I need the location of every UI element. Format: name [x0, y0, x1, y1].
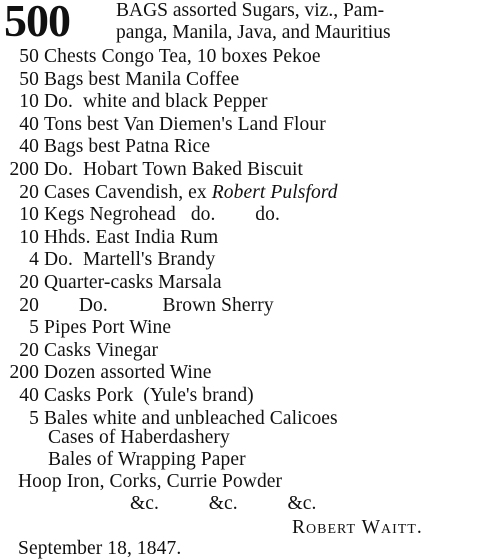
item-description: Cases Cavendish, ex — [44, 181, 212, 203]
item-quantity: 10 — [19, 226, 39, 248]
item-row — [2, 340, 158, 362]
item-quantity: 40 — [19, 136, 39, 158]
item-quantity: 10 — [19, 204, 39, 226]
item-quantity: 20 — [19, 339, 39, 361]
item-description: Bales white and unbleached Calicoes — [44, 407, 338, 429]
item-quantity: 50 — [19, 68, 39, 90]
item-description: Kegs Negrohead do. do. — [44, 204, 280, 226]
signature: Robert Waitt. — [292, 517, 423, 538]
item-quantity: 40 — [19, 113, 39, 135]
item-description: Dozen assorted Wine — [44, 362, 212, 384]
date-line: September 18, 1847. — [18, 538, 182, 559]
item-quantity: 5 — [29, 407, 39, 429]
item-row — [2, 91, 268, 113]
item-description: Pipes Port Wine — [44, 317, 172, 339]
item-row — [2, 249, 215, 271]
item-quantity: 20 — [19, 181, 39, 203]
item-row — [2, 159, 303, 181]
item-quantity: 4 — [29, 249, 39, 271]
lead-line-1: BAGS assorted Sugars, viz., Pam- — [116, 0, 385, 21]
item-quantity: 5 — [29, 317, 39, 339]
item-row — [2, 46, 321, 68]
item-quantity: 200 — [9, 159, 39, 180]
item-description: Casks Vinegar — [44, 339, 159, 361]
extra-line-wrapping-paper: Bales of Wrapping Paper — [48, 449, 246, 470]
item-row — [2, 272, 222, 294]
item-quantity: 20 — [19, 272, 39, 293]
lead-line-2: panga, Manila, Java, and Mauritius — [116, 22, 391, 43]
hoop-iron-line: Hoop Iron, Corks, Currie Powder — [18, 471, 283, 492]
item-description: Quarter-casks Marsala — [44, 272, 222, 293]
item-quantity: 200 — [9, 362, 39, 384]
extra-line-haberdashery: Cases of Haberdashery — [48, 427, 230, 448]
item-row — [2, 69, 239, 91]
item-row — [2, 317, 171, 339]
lead-quantity: 500 — [4, 0, 70, 46]
item-description: Tons best Van Diemen's Land Flour — [44, 113, 326, 135]
item-row — [2, 362, 212, 384]
item-description: Do. Hobart Town Baked Biscuit — [44, 159, 304, 180]
item-description: Bags best Patna Rice — [44, 136, 211, 158]
item-description: Do. Brown Sherry — [44, 294, 274, 316]
item-description: Chests Congo Tea, 10 boxes Pekoe — [44, 46, 321, 67]
item-description: Bags best Manila Coffee — [44, 68, 240, 90]
item-vessel-name: Robert Pulsford — [211, 181, 338, 203]
item-quantity: 20 — [19, 294, 39, 316]
item-description: Do. Martell's Brandy — [44, 249, 216, 271]
item-row — [2, 385, 254, 407]
item-row — [2, 136, 210, 158]
item-row — [2, 114, 326, 136]
etc-line: &c. &c. &c. — [130, 493, 317, 514]
item-row — [2, 227, 218, 249]
item-row — [2, 204, 280, 226]
item-row — [2, 182, 338, 204]
item-quantity: 40 — [19, 385, 39, 406]
item-quantity: 10 — [19, 91, 39, 113]
item-description: Casks Pork (Yule's brand) — [44, 385, 254, 406]
item-description: Do. white and black Pepper — [44, 91, 268, 113]
item-quantity: 50 — [19, 46, 39, 67]
item-row — [2, 295, 274, 317]
item-description: Hhds. East India Rum — [44, 226, 219, 248]
